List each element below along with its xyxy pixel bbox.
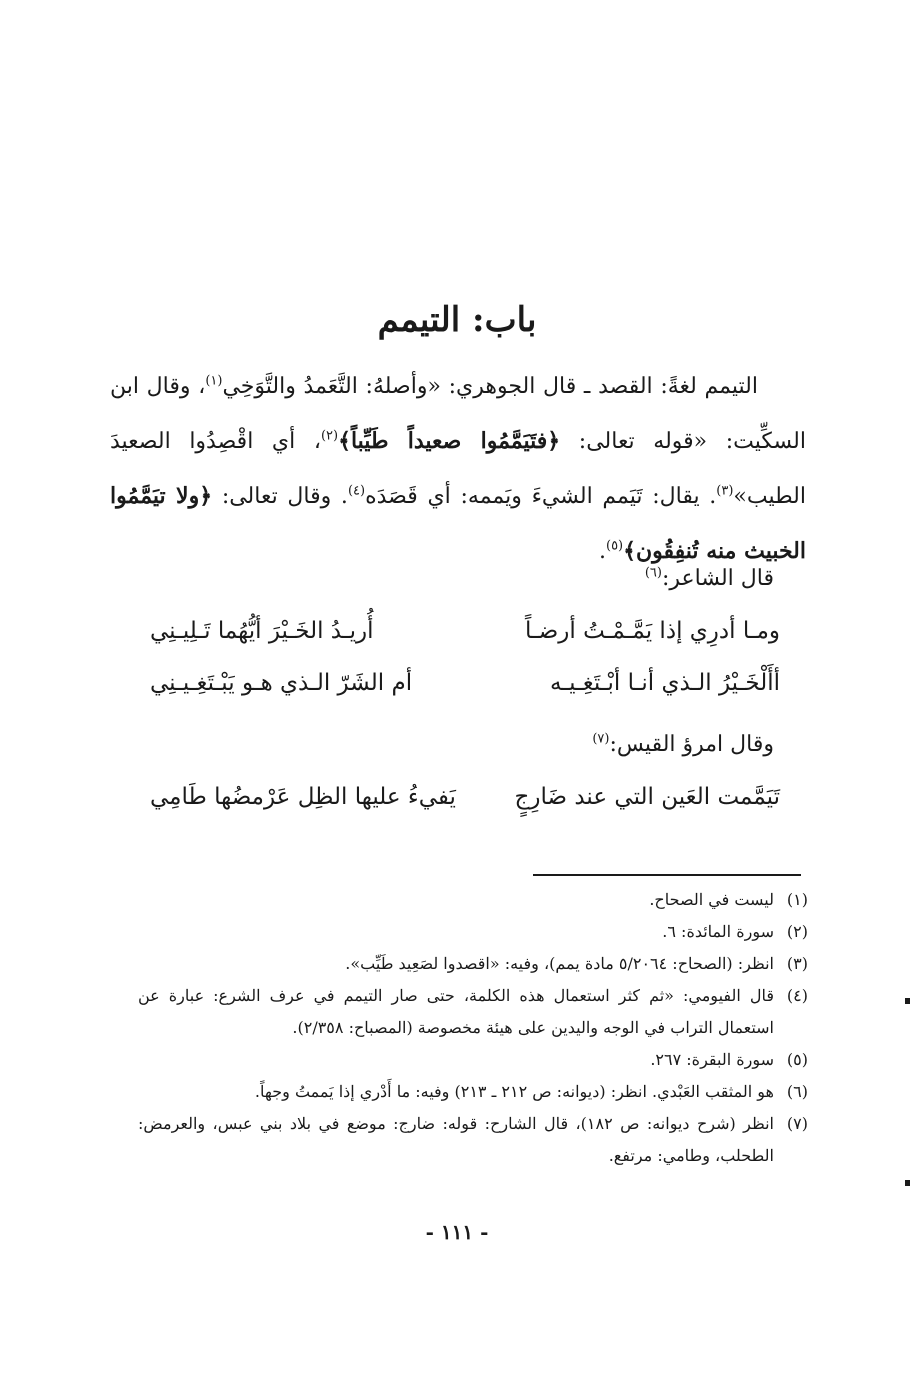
text-line-2: وقال ابن السكِّيت: «قوله تعالى: — [110, 374, 806, 454]
footnote-number: (٧) — [786, 1114, 808, 1133]
footnote-ref-3: (٣) — [716, 483, 734, 499]
footnote-text: قال الفيومي: «ثم كثر استعمال هذه الكلمة، حتى صار التيمم في عرف الشرع: عبارة عن استعمال التراب في الوجه واليدين على هيئة مخصوصة (المصباح: ٢/٣٥٨). — [138, 986, 774, 1037]
verse-hemistich-second: أم الشَرّ الـذي هـو يَبْـتَغِـيـنِي — [150, 670, 413, 696]
poem-2-intro — [592, 732, 774, 757]
text-line-3-end: . وقال تعالى: — [221, 484, 348, 509]
footnote-7 — [138, 1108, 808, 1172]
footnote-ref-7: (٧) — [592, 731, 610, 747]
verse-hemistich-first: أأَلْخَـيْرُ الـذي أنـا أبْـتَغِـيـه — [550, 670, 780, 696]
footnote-number: (١) — [786, 890, 808, 909]
footnote-text: سورة المائدة: ٦. — [662, 922, 774, 941]
footnote-number: (٣) — [786, 954, 808, 973]
verse-hemistich-second: يَفيءُ عليها الظِل عَرْمضُها طَامِي — [150, 784, 456, 810]
poem-1-verse-2 — [140, 670, 780, 716]
footnote-text: ليست في الصحاح. — [649, 890, 774, 909]
footnote-ref-1: (١) — [205, 373, 223, 389]
poem-2-verse-1 — [140, 784, 780, 830]
text-line-1-end: ، — [198, 374, 206, 399]
footnote-5 — [138, 1044, 808, 1076]
footnote-number: (٤) — [786, 986, 808, 1005]
footnote-text: سورة البقرة: ٢٦٧. — [650, 1050, 774, 1069]
footnote-divider — [533, 874, 801, 876]
poem-1-intro-text: قال الشاعر: — [661, 566, 774, 591]
text-line-2-end: ، أي اقْصِدُوا — [189, 429, 321, 454]
poem-1-intro — [645, 566, 774, 591]
footnote-ref-2: (٢) — [320, 428, 339, 444]
footnote-number: (٦) — [786, 1082, 808, 1101]
text-line-4-end: . — [598, 539, 606, 564]
footnotes — [138, 884, 808, 1172]
poem-1-verse-1 — [140, 618, 780, 664]
scan-edge-mark — [905, 998, 910, 1004]
quran-quote-2: ﴿ولا تيَمَّمُوا الخبيث منه تُنفِقُون﴾ — [110, 483, 806, 564]
text-line-3: الصعيدَ الطيب» — [110, 429, 806, 509]
footnote-ref-6: (٦) — [644, 565, 662, 581]
text-line-1: التيمم لغةً: القصد ـ قال الجوهري: «وأصلهُ: التَّعَمدُ والتَّوَخِي — [222, 374, 758, 399]
verse-hemistich-first: تَيَمَّمت العَين التي عند ضَارِجٍ — [514, 784, 780, 810]
footnote-3 — [138, 948, 808, 980]
footnote-ref-5: (٥) — [605, 538, 624, 554]
page-number: - ١١١ - — [425, 1220, 489, 1244]
scan-edge-mark — [905, 1180, 910, 1186]
footnote-number: (٥) — [786, 1050, 808, 1069]
poem-2-intro-text: وقال امرؤ القيس: — [609, 732, 774, 757]
footnote-6 — [138, 1076, 808, 1108]
footnote-2 — [138, 916, 808, 948]
verse-hemistich-first: ومـا أدرِي إذا يَمَّـمْـتُ أرضـاً — [524, 618, 780, 644]
footnote-text: هو المثقب العَبْدي. انظر: (ديوانه: ص ٢١٢ ـ ٢١٣) وفيه: ما أَدْري إذا يَممتُ وجهاً. — [254, 1082, 774, 1101]
footnote-ref-4: (٤) — [347, 483, 366, 499]
paragraph-text — [110, 360, 806, 579]
footnote-4 — [138, 980, 808, 1044]
text-line-3-mid: . يقال: تَيَمم الشيءَ ويَممه: أي قَصَدَه — [365, 484, 717, 509]
footnote-number: (٢) — [786, 922, 808, 941]
main-paragraph — [110, 360, 806, 579]
chapter-title: باب: التيمم — [377, 300, 537, 340]
footnote-text: انظر: (الصحاح: ٥/٢٠٦٤ مادة يمم)، وفيه: «اقصدوا لصَعِيد طَيِّب». — [345, 954, 774, 973]
quran-quote-1: ﴿فتَيَمَّمُوا صعيداً طَيِّباً﴾ — [338, 428, 561, 454]
footnote-text: انظر (شرح ديوانه: ص ١٨٢)، قال الشارح: قوله: ضارج: موضع في بلاد بني عبس، والعرمض: الطحلب، وطامي: مرتفع. — [138, 1114, 775, 1165]
footnote-1 — [138, 884, 808, 916]
verse-hemistich-second: أُريـدُ الخَـيْرَ أيُّهُما تَـلِيـنِي — [150, 618, 374, 644]
